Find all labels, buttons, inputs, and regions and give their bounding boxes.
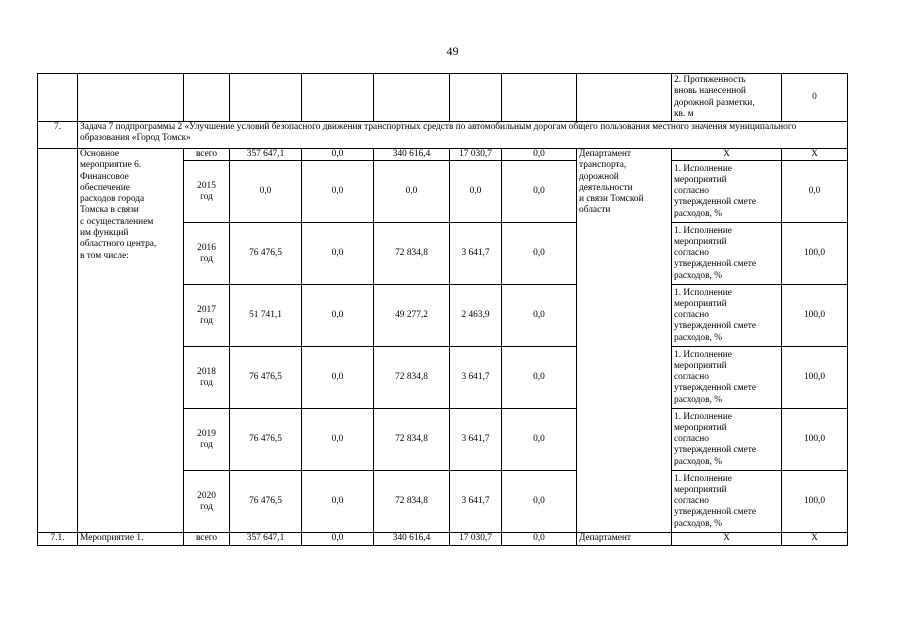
indicator-cell: 1. Исполнение мероприятий согласно утвержденной смете расходов, % [672, 161, 782, 223]
period-cell: 2020 год [184, 471, 230, 533]
local-budget-cell [450, 74, 502, 122]
other-sources-cell: 0,0 [502, 223, 577, 285]
regional-budget-cell: 72 834,8 [374, 471, 450, 533]
regional-budget-cell: 72 834,8 [374, 347, 450, 409]
federal-budget-cell: 0,0 [302, 149, 374, 161]
table-row [38, 533, 848, 545]
federal-budget-cell: 0,0 [302, 471, 374, 533]
table-row [38, 74, 848, 122]
other-sources-cell: 0,0 [502, 285, 577, 347]
period-cell [184, 74, 230, 122]
task-number-cell: 7. [38, 122, 78, 149]
indicator-value-cell: X [782, 533, 848, 545]
indicator-cell: 1. Исполнение мероприятий согласно утвержденной смете расходов, % [672, 285, 782, 347]
indicator-cell: 1. Исполнение мероприятий согласно утвержденной смете расходов, % [672, 409, 782, 471]
federal-budget-cell [302, 74, 374, 122]
local-budget-cell: 2 463,9 [450, 285, 502, 347]
local-budget-cell: 3 641,7 [450, 347, 502, 409]
total-cell: 51 741,1 [230, 285, 302, 347]
regional-budget-cell [374, 74, 450, 122]
indicator-value-cell: 100,0 [782, 471, 848, 533]
program-table [37, 73, 848, 546]
federal-budget-cell: 0,0 [302, 285, 374, 347]
period-cell: 2016 год [184, 223, 230, 285]
other-sources-cell: 0,0 [502, 149, 577, 161]
period-cell: всего [184, 149, 230, 161]
indicator-value-cell: X [782, 149, 848, 161]
other-sources-cell: 0,0 [502, 161, 577, 223]
indicator-cell: 1. Исполнение мероприятий согласно утвержденной смете расходов, % [672, 223, 782, 285]
indicator-cell: 1. Исполнение мероприятий согласно утвержденной смете расходов, % [672, 347, 782, 409]
total-cell: 76 476,5 [230, 223, 302, 285]
period-cell: 2017 год [184, 285, 230, 347]
local-budget-cell: 17 030,7 [450, 533, 502, 545]
total-cell: 76 476,5 [230, 409, 302, 471]
federal-budget-cell: 0,0 [302, 223, 374, 285]
local-budget-cell: 0,0 [450, 161, 502, 223]
other-sources-cell [502, 74, 577, 122]
regional-budget-cell: 72 834,8 [374, 409, 450, 471]
row-number-cell: 7.1. [38, 533, 78, 545]
page-number: 49 [446, 44, 459, 58]
indicator-cell: X [672, 149, 782, 161]
other-sources-cell: 0,0 [502, 409, 577, 471]
indicator-value-cell: 100,0 [782, 223, 848, 285]
regional-budget-cell: 340 616,4 [374, 149, 450, 161]
indicator-value-cell: 0 [782, 74, 848, 122]
total-cell: 357 647,1 [230, 533, 302, 545]
indicator-value-cell: 100,0 [782, 347, 848, 409]
local-budget-cell: 17 030,7 [450, 149, 502, 161]
local-budget-cell: 3 641,7 [450, 409, 502, 471]
indicator-value-cell: 100,0 [782, 285, 848, 347]
total-cell: 76 476,5 [230, 471, 302, 533]
indicator-value-cell: 100,0 [782, 409, 848, 471]
other-sources-cell: 0,0 [502, 347, 577, 409]
total-cell [230, 74, 302, 122]
local-budget-cell: 3 641,7 [450, 223, 502, 285]
other-sources-cell: 0,0 [502, 471, 577, 533]
indicator-cell: 2. Протяженность вновь нанесенной дорожной разметки, кв. м [672, 74, 782, 122]
executor-cell: Департамент [577, 533, 672, 545]
regional-budget-cell: 340 616,4 [374, 533, 450, 545]
task-title-cell: Задача 7 подпрограммы 2 «Улучшение условий безопасного движения транспортных средств по автомобильным дорогам общего пользования местного значения муниципального образования «Город Томск» [78, 122, 848, 149]
local-budget-cell: 3 641,7 [450, 471, 502, 533]
task-row [38, 122, 848, 149]
other-sources-cell: 0,0 [502, 533, 577, 545]
activity-name-cell [78, 74, 184, 122]
period-cell: 2018 год [184, 347, 230, 409]
federal-budget-cell: 0,0 [302, 409, 374, 471]
table-row [38, 149, 848, 161]
regional-budget-cell: 72 834,8 [374, 223, 450, 285]
indicator-cell: X [672, 533, 782, 545]
federal-budget-cell: 0,0 [302, 347, 374, 409]
period-cell: 2015 год [184, 161, 230, 223]
indicator-value-cell: 0,0 [782, 161, 848, 223]
indicator-cell: 1. Исполнение мероприятий согласно утвержденной смете расходов, % [672, 471, 782, 533]
total-cell: 0,0 [230, 161, 302, 223]
period-cell: всего [184, 533, 230, 545]
activity-name-cell: Мероприятие 1. [78, 533, 184, 545]
executor-cell [577, 74, 672, 122]
federal-budget-cell: 0,0 [302, 533, 374, 545]
federal-budget-cell: 0,0 [302, 161, 374, 223]
total-cell: 76 476,5 [230, 347, 302, 409]
regional-budget-cell: 49 277,2 [374, 285, 450, 347]
period-cell: 2019 год [184, 409, 230, 471]
row-number-cell [38, 149, 78, 533]
row-number-cell [38, 74, 78, 122]
total-cell: 357 647,1 [230, 149, 302, 161]
executor-cell: Департамент транспорта, дорожной деятельности и связи Томской области [577, 149, 672, 533]
activity-name-cell: Основное мероприятие 6. Финансовое обеспечение расходов города Томска в связи с осуществлением им функций областного центра, в том числе: [78, 149, 184, 533]
regional-budget-cell: 0,0 [374, 161, 450, 223]
